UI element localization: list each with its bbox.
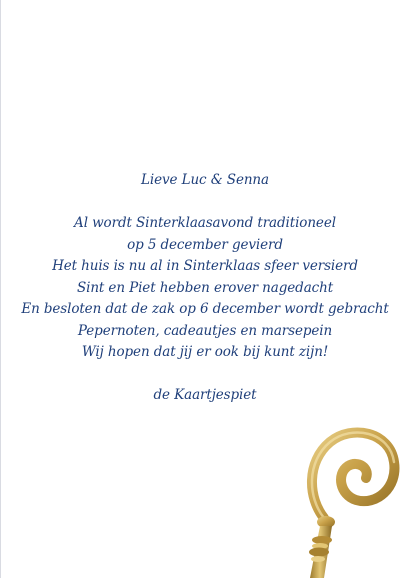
poem-line-4: Sint en Piet hebben erover nagedacht	[76, 279, 334, 296]
poem-line-1: Al wordt Sinterklaasavond traditioneel	[74, 215, 336, 231]
poem-line-7: Wij hopen dat jij er ook bij kunt zijn!	[81, 344, 329, 360]
greeting-line: Lieve Luc & Senna	[141, 172, 269, 188]
poem-line-5: En besloten dat de zak op 6 december wordt gebracht	[21, 301, 389, 317]
stanza-spacer	[0, 364, 410, 386]
signature-line: de Kaartjespiet	[153, 387, 257, 403]
bishop-crosier-icon	[290, 418, 410, 578]
poem-text-block	[0, 170, 410, 407]
poem-line-3: Het huis is nu al in Sinterklaas sfeer versierd	[52, 258, 358, 274]
stanza-spacer	[0, 192, 410, 214]
poem-line-6: Pepernoten, cadeautjes en marsepein	[77, 322, 333, 339]
poem-line-2: op 5 december gevierd	[127, 236, 283, 253]
